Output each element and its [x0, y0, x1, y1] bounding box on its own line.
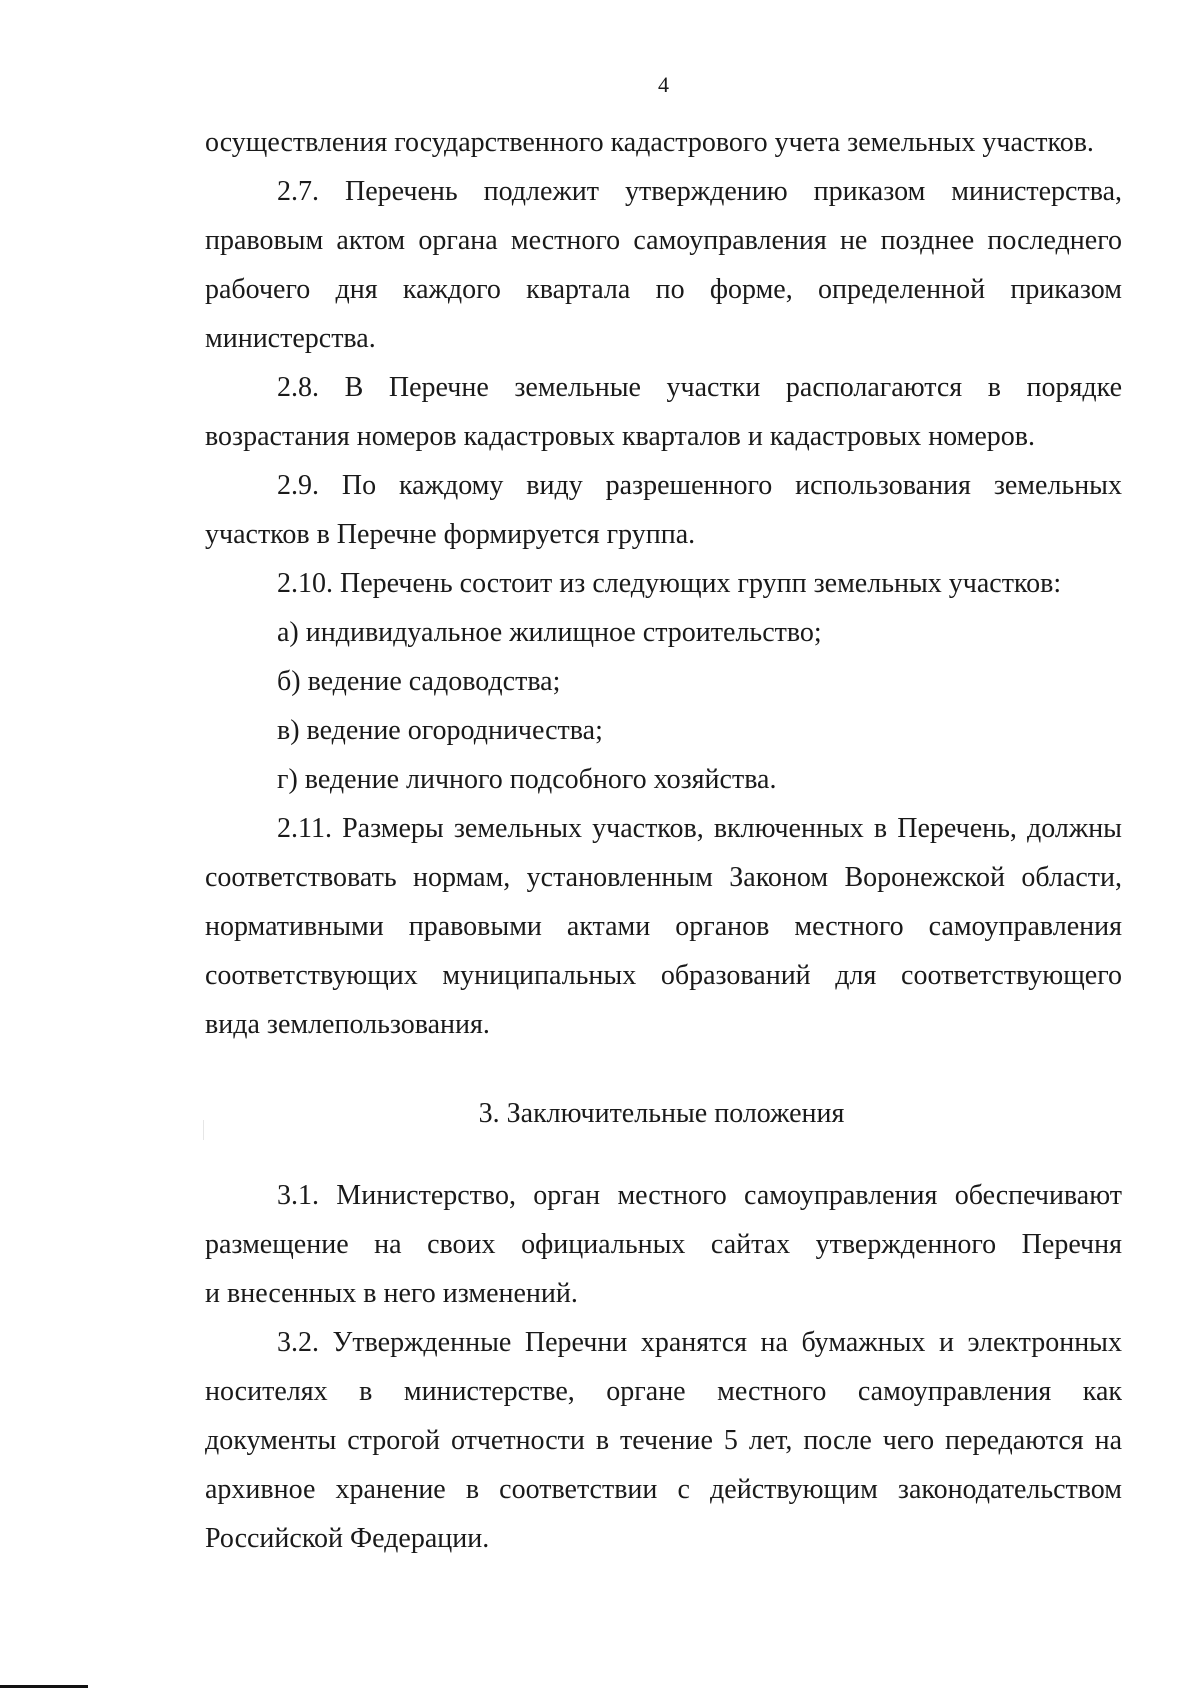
list-item-v: в) ведение огородничества;	[277, 715, 603, 746]
text-line: рабочего дня каждого квартала по форме, определенной приказом	[205, 274, 1122, 305]
text-line: нормативными правовыми актами органов местного самоуправления	[205, 911, 1122, 942]
text-line: министерства.	[205, 323, 376, 354]
clause-2-11-line: 2.11. Размеры земельных участков, включенных в Перечень, должны	[277, 813, 1122, 844]
clause-2-10-line: 2.10. Перечень состоит из следующих групп земельных участков:	[277, 568, 1062, 599]
text-line: возрастания номеров кадастровых кварталов и кадастровых номеров.	[205, 421, 1036, 452]
list-item-b: б) ведение садоводства;	[277, 666, 561, 697]
text-line: правовым актом органа местного самоуправления не позднее последнего	[205, 225, 1122, 256]
footer-rule	[0, 1685, 88, 1688]
clause-2-7-line: 2.7. Перечень подлежит утверждению приказом министерства,	[277, 176, 1122, 207]
text-line: носителях в министерстве, органе местного самоуправления как	[205, 1376, 1122, 1407]
document-body	[205, 118, 1122, 1563]
text-line: осуществления государственного кадастрового учета земельных участков.	[205, 127, 1094, 158]
list-item-g: г) ведение личного подсобного хозяйства.	[277, 764, 777, 795]
page-number: 4	[658, 72, 669, 97]
text-line: соответствовать нормам, установленным Законом Воронежской области,	[205, 862, 1122, 893]
clause-3-1-line: 3.1. Министерство, орган местного самоуправления обеспечивают	[277, 1180, 1122, 1211]
text-line: соответствующих муниципальных образований для соответствующего	[205, 960, 1122, 991]
text-line: Российской Федерации.	[205, 1523, 490, 1554]
text-line: размещение на своих официальных сайтах утвержденного Перечня	[205, 1229, 1122, 1260]
text-line: участков в Перечне формируется группа.	[205, 519, 696, 550]
text-line: вида землепользования.	[205, 1009, 490, 1040]
text-line: и внесенных в него изменений.	[205, 1278, 578, 1309]
clause-2-8-line: 2.8. В Перечне земельные участки располагаются в порядке	[277, 372, 1122, 403]
text-line: документы строгой отчетности в течение 5 лет, после чего передаются на	[205, 1425, 1122, 1456]
clause-2-9-line: 2.9. По каждому виду разрешенного использования земельных	[277, 470, 1122, 501]
text-line: архивное хранение в соответствии с действующим законодательством	[205, 1474, 1122, 1505]
list-item-a: а) индивидуальное жилищное строительство;	[277, 617, 822, 648]
clause-3-2-line: 3.2. Утвержденные Перечни хранятся на бумажных и электронных	[277, 1327, 1122, 1358]
section-heading: 3. Заключительные положения	[478, 1098, 845, 1129]
scan-artifact	[203, 1120, 204, 1140]
